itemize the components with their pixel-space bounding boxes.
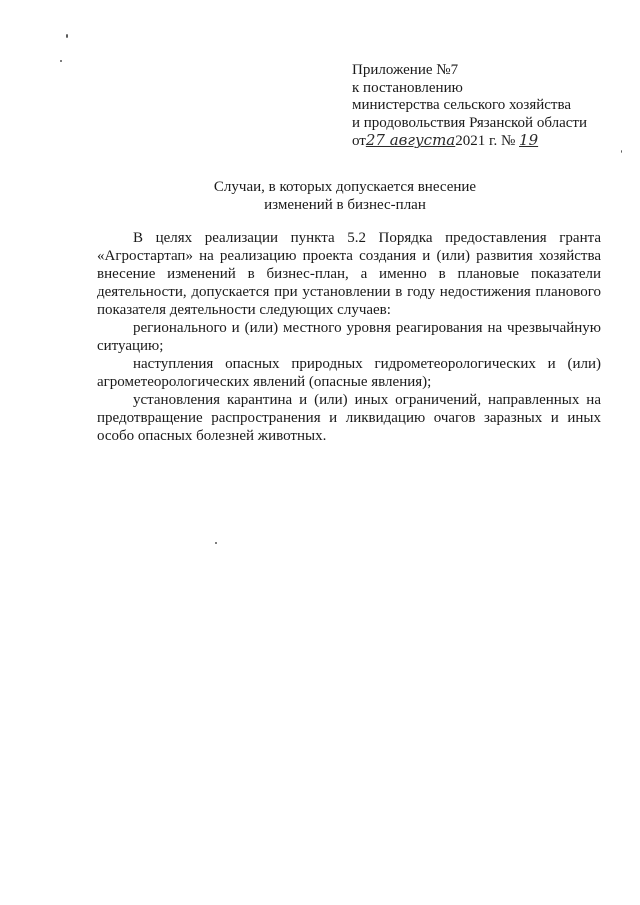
document-title [150, 178, 540, 214]
appendix-region: и продовольствия Рязанской области [352, 114, 587, 131]
scan-speck [66, 34, 68, 38]
handwritten-date: 27 августа [365, 131, 456, 150]
handwritten-number: 19 [519, 131, 539, 150]
appendix-number: Приложение №7 [352, 62, 459, 78]
date-prefix: от [352, 133, 366, 150]
date-year-number: 2021 г. № [455, 133, 516, 150]
appendix-date-line [352, 132, 612, 151]
scan-speck [621, 150, 622, 153]
appendix-header [352, 62, 612, 151]
body-paragraph-case-2: наступления опасных природных гидрометеорологических и (или) агрометеорологических явлений (опасные явления); [97, 356, 601, 390]
scan-speck [215, 542, 217, 544]
title-line-1: Случаи, в которых допускается внесение [213, 179, 477, 195]
appendix-ministry: министерства сельского хозяйства [352, 97, 572, 114]
appendix-resolution-ref: к постановлению [352, 79, 463, 96]
body-paragraph-case-3: установления карантина и (или) иных ограничений, направленных на предотвращение распространения и ликвидацию очагов заразных и иных особо опасных болезней животных. [97, 392, 601, 444]
body-paragraph-case-1: регионального и (или) местного уровня реагирования на чрезвычайную ситуацию; [97, 320, 601, 354]
document-body [97, 229, 601, 445]
title-line-2: изменений в бизнес-план [264, 197, 426, 213]
body-paragraph-intro: В целях реализации пункта 5.2 Порядка предоставления гранта «Агростартап» на реализацию проекта создания и (или) развития хозяйства внесение изменений в бизнес-план, а именно в плановые показатели деятельности, допускается при установлении в году недостижения планового показателя деятельности следующих случаев: [97, 230, 601, 318]
scan-speck [60, 60, 62, 62]
